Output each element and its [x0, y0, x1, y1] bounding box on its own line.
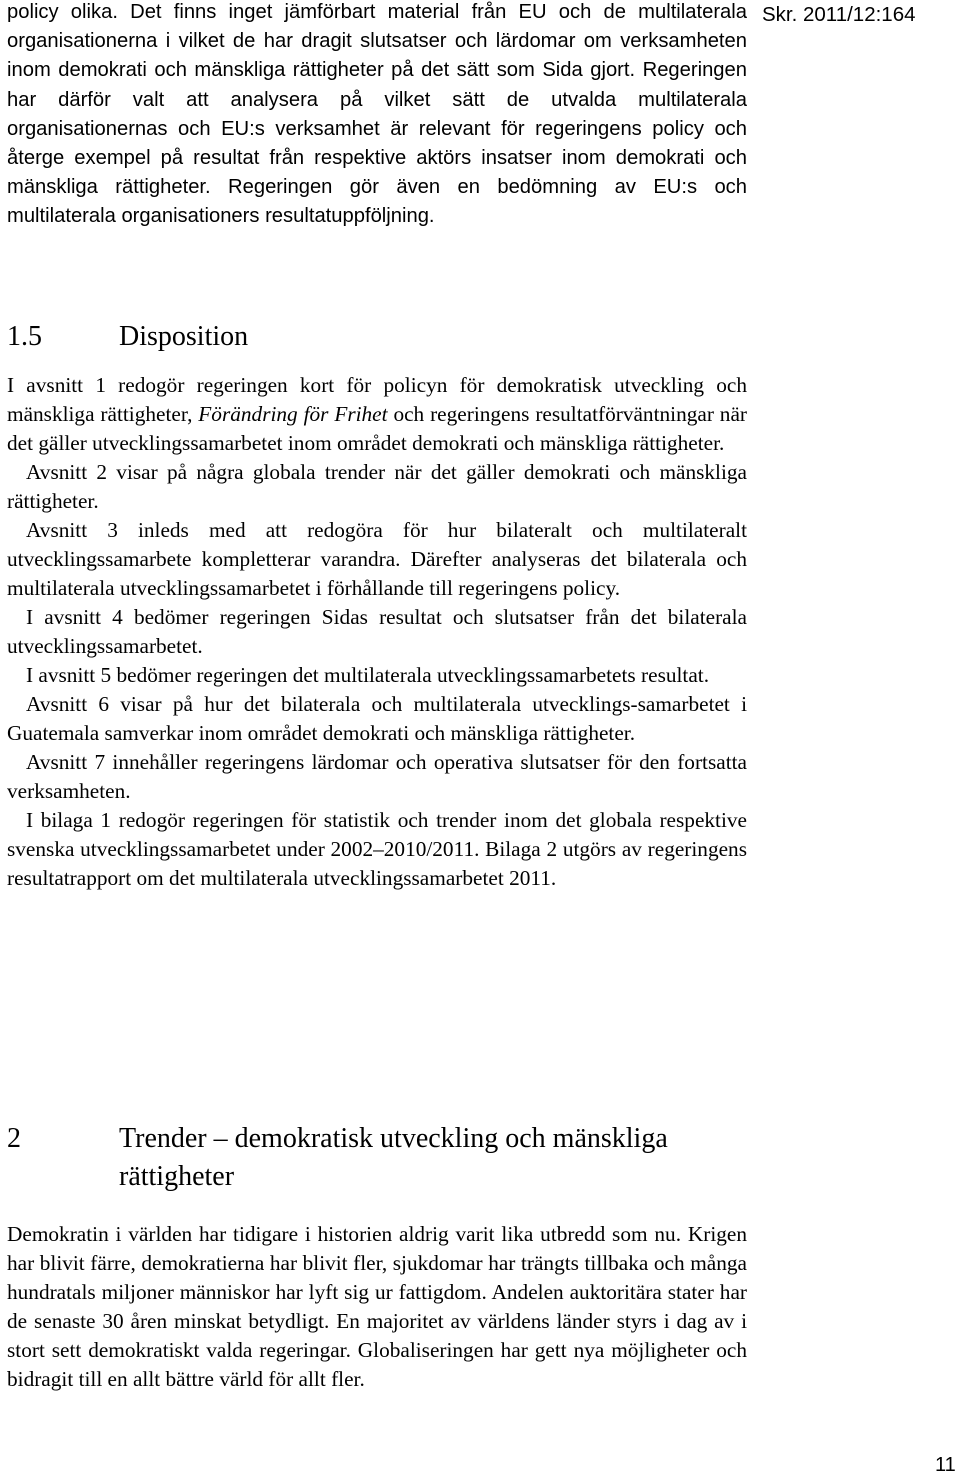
page-number: 11 [935, 1454, 956, 1476]
disposition-paragraph-1: I avsnitt 1 redogör regeringen kort för policyn för demokratisk utveckling och mänskliga rättigheter, Förändring för Frihet och regeringens resultatförväntningar när det gäller utvecklingssamarbetet inom området demokrati och mänskliga rättigheter. [7, 373, 747, 455]
section-title: Disposition [119, 321, 249, 352]
section-title: Trender – demokratisk utveckling och mänskliga rättigheter [119, 1123, 668, 1192]
policy-title-italic: Förändring för Frihet [198, 402, 388, 426]
disposition-body [7, 371, 747, 893]
disposition-paragraph-5: I avsnitt 5 bedömer regeringen det multilaterala utvecklingssamarbetets resultat. [26, 663, 710, 687]
section-heading-2 [7, 1120, 679, 1196]
disposition-paragraph-3: Avsnitt 3 inleds med att redogöra för hur bilateralt och multilateralt utvecklingssamarbete kompletterar varandra. Därefter analyseras det bilaterala och multilaterala utvecklingssamarbetet i förhållande till regeringens policy. [7, 518, 747, 600]
intro-block [7, 0, 747, 232]
section-heading-1-5 [7, 318, 679, 356]
disposition-paragraph-8: I bilaga 1 redogör regeringen för statistik och trender inom det globala respektive svenska utvecklingssamarbetet under 2002–2010/2011. Bilaga 2 utgörs av regeringens resultatrapport om det multilaterala utvecklingssamarbetet 2011. [7, 808, 747, 890]
trender-paragraph: Demokratin i världen har tidigare i historien aldrig varit lika utbredd som nu. Krigen har blivit färre, demokratierna har blivit fler, sjukdomar har trängts tillbaka och många hundratals miljoner människor har lyft sig ur fattigdom. Andelen auktoritära stater har de senaste 30 åren minskat betydligt. En majoritet av världens länder styrs i dag av i stort sett demokratiskt valda regeringar. Globaliseringen har gett nya möjligheter och bidragit till en allt bättre värld för allt fler. [7, 1222, 747, 1391]
disposition-paragraph-2: Avsnitt 2 visar på några globala trender när det gäller demokrati och mänskliga rättigheter. [7, 460, 747, 513]
trender-body [7, 1220, 747, 1394]
disposition-paragraph-4: I avsnitt 4 bedömer regeringen Sidas resultat och slutsatser från det bilaterala utvecklingssamarbetet. [7, 605, 747, 658]
section-number: 2 [7, 1123, 21, 1154]
section-number: 1.5 [7, 321, 42, 352]
disposition-paragraph-6: Avsnitt 6 visar på hur det bilaterala och multilaterala utvecklings-samarbetet i Guatemala samverkar inom området demokrati och mänskliga rättigheter. [7, 692, 747, 745]
document-reference: Skr. 2011/12:164 [762, 3, 916, 26]
disposition-paragraph-7: Avsnitt 7 innehåller regeringens lärdomar och operativa slutsatser för den fortsatta verksamheten. [7, 750, 747, 803]
intro-paragraph: policy olika. Det finns inget jämförbart material från EU och de multilaterala organisationerna i vilket de har dragit slutsatser och lärdomar om verksamheten inom demokrati och mänskliga rättigheter på det sätt som Sida gjort. Regeringen har därför valt att analysera på vilket sätt de utvalda multilaterala organisationernas och EU:s verksamhet är relevant för regeringens policy och återge exempel på resultat från respektive aktörs insatser inom demokrati och mänskliga rättigheter. Regeringen gör även en bedömning av EU:s och multilaterala organisationers resultatuppföljning. [7, 1, 747, 228]
